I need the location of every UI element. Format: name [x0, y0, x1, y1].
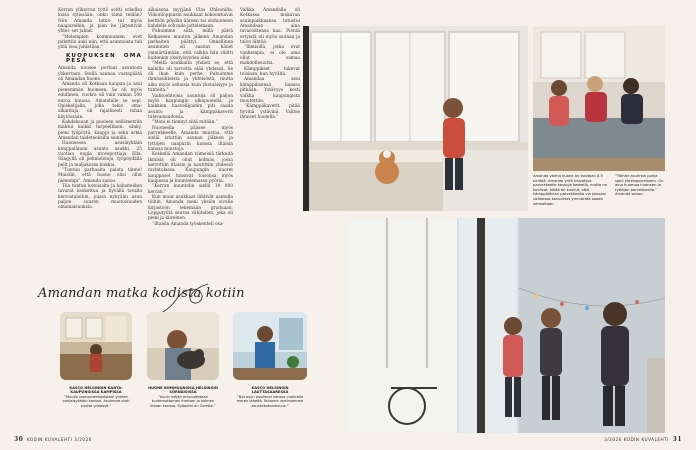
thumbnail-caption-title: HUONE KOMMUUNISSA HELSINGIN SÖRNÄISISSÄ — [148, 386, 218, 395]
photo-lauttasaari-home — [233, 312, 307, 380]
paragraph: ”Iltaisin Amanda työskenteli osa- — [152, 221, 224, 227]
paragraph: Tila tuntuu kotoisalta ja kalusteiden tavarat koskettuu ja hyvällä tavalla kerrostaloihin, joissa nykyään asuu paljon suuren muotoisuuden omainaisuuksia. — [58, 184, 142, 211]
paragraph: Puhuimme siitä, millä päivä Kelkaseen muuton jälkeen Amandan parhaiten päättyi. Onnellinen asuminen oli saanut hänet ymmärtämään, että valkka hän välitti kuitenkin yksityisyyden aika. — [148, 29, 233, 62]
paragraph: ”Kämppäkaverit pitää hyvinä ystävinä. Valitse ihmiset huolella.” — [240, 104, 300, 120]
photo-commune-room — [147, 312, 219, 380]
magazine-name: KODIN KUVALEHTI 3/2026 — [27, 437, 92, 442]
left-page — [0, 0, 345, 450]
thumbnail-caption-quote: ”Muutin lapsuudenkodistani yhteen pohjaisyöhäni kanssa. Asuimme siisti suutta yhdessä.” — [62, 394, 130, 408]
paragraph: ”Kerran kuuntelin siellä 10 000 kerran.” — [148, 184, 233, 195]
photo-caption-room: Amanda vanha huone on tuoltaan 8,5 neliötä. Amanda yritti kaivattua parvekkeelle kasvuja keskellä, mutta ne kuolivat. Nöitä on kuullut, että kämppäläinen parvekkeelta voi joissain valtaessa kasvukset ymmärtää saada versioitaan. — [533, 174, 607, 206]
photo-caption-quote: ”Tämän asunnon pohja sopii yhteisasumiseen. On aina huomoa huoneen ja tyttöjen parvekkeelle.” Amanda sanoo. — [615, 174, 664, 197]
photo-housemates-sofa — [533, 26, 665, 171]
text-column-1 — [58, 8, 142, 211]
paragraph: Huoneessa asusinyktäin kimppaläinen asunto asukki, 25 vuotiaa engla ntoseportiaja Ella. Sängyllä oli pehmoleluja, työpöydällä pelit ja maljakossa kukkia. — [58, 141, 142, 168]
thumbnail-caption-title: KASCO HELSINGIN LAUTTASAARESSA — [251, 386, 289, 395]
text-column-3 — [240, 8, 300, 120]
paragraph: Amanda nousee portaat asuntoon ylikerrasn. Stellä saunaa vastapäätä oli Amandan huone. — [58, 66, 142, 83]
text-column-2 — [148, 8, 233, 227]
thumbnail-caption — [60, 386, 132, 408]
thumbnail-caption — [147, 386, 219, 408]
photo-balcony-friends — [347, 218, 665, 433]
paragraph: Kahdeksaan ja puoleen neliömetriin mahtui kaikki tarpeellinen: sänky, pieni työpöytä, kaappi ja sekä arkiä Amandan taideteoksilla seinillä. — [58, 119, 142, 141]
page-number: 31 — [672, 436, 682, 443]
paragraph: Vaihtoehtoisia asuntoja oli paljon myös kaupungin ulkopuolella, ja kaikkien haaveilijoiden piti saada asunto ja kämppäkaverit tulevaisuudessa. — [148, 93, 233, 120]
paragraph: ”Tuntuu parhaalta palata tänne! Muistin, että huone olisi ollut pienempi”, Amanda sanoo. — [58, 167, 142, 184]
magazine-name: 3/2026 KODIN KUVALEHTI — [604, 437, 669, 442]
paragraph: Amandaa asui kämppiksensä kanssa pitkään. Ystävyys kesti vaikka kaupungista muutettiin. — [240, 77, 300, 104]
folio-left — [14, 436, 92, 443]
paragraph: ”Meitä asukkaita yhdisti se, että kaikilla oli tarvetta elää yhdessä. Se oli ihan kuin perhe. Puhuimme ihmissuhteista ja yhteisöstä, mutta aika myös sellaisia kuin yksinäisyys ja tunteita.” — [148, 61, 233, 94]
section-title: Amandan matka kodista kotiin — [38, 286, 245, 301]
paragraph: ”Moni ei tiennyt siitä mitään.” — [152, 120, 218, 126]
thumbnail-caption-quote: ”Nyt asun puolisoni kanssa vuokralla meren läheltä. Ihdanne unelmiemme asuntokokonaisuus.” — [236, 394, 304, 408]
thumbnail-caption-title: KASCO HELSINGIN KANTA-KAUPUNGISSA KAMPISSA — [69, 386, 123, 395]
paragraph: Valkka Amandalla oli Kotkassa mukavaa asuinpaikkaansa tutustui Amandaan aina tavaroittensa kaa. Pientä ertyistä oli myös saunaa ja talon lähtöä. — [240, 8, 300, 46]
thumbnail-caption — [233, 386, 307, 408]
folio-right — [604, 436, 682, 443]
paragraph: Amanda oli Kotkaan kaupan ja asui pienemmän huoneen. Se oli myös edullinen, vuokra oli vain vaman 500 euroa kuussa. Amandalle se sopi. Opiskelijalla, jolla tekis oma- alkaittaja, oli rajallisesti rahaa käytössään. — [58, 82, 142, 120]
section-subhead: KUOPUKSEN OMA PESÄ — [66, 52, 142, 65]
paragraph: Kerran ylikerran tyttö soitti orkellsa kissa sylissään: onko tämä teidän? Niin Amanda tutus- tui myös naapureihin, ja pian he järjestivät yhtei- set juhlat. — [58, 8, 142, 35]
photo-amanda-window-room — [303, 26, 528, 211]
thumbnail-caption-quote: ”Asuin neljän entuudestaan tuntemattoman ihmisen ja kolmen kissan kanssa. Syöadmi on Colette.” — [150, 394, 216, 408]
photo-kamppi-apartment — [60, 312, 132, 380]
paragraph: Huoneella pääsee myös parvekkeelle. Amanda muistaa, että siellä istuttiin saunan jälkeen ja tyttöjen naapurin kanssa iltaisin kanssa muistoja. — [148, 125, 233, 152]
paragraph: Kun muut asukkaat lähtivät aamulla töihin, Amanda meni yksiön sivulle kirjastoon tekemään graduaan. Lopputyötä seuraa vähitellen, joka oli pieni ja kiireinen. — [148, 195, 233, 222]
paragraph: ”Ihmisillä, jotka ovat vanhempia, ei ole aina ollut samaa mahdollisuutta. — [240, 45, 300, 67]
paragraph: Kämppikset tukevat toisiaan, kun hyvältä. — [240, 66, 300, 78]
paragraph: Keskellä Amandan viimeisiä tärkeitä ihmisiä oli ollut kolmas, jossa kerrottiin iltaisin ja nautittiin yhdessä ravintolassa. Kaupungin nuoret kauppaset tunsivat toisensa myös kaupassa ja kuuntelemassa pyöriä. — [148, 152, 233, 184]
page-number: 30 — [14, 436, 24, 443]
paragraph: aikaisena myyjänä Clas Ohlsonilla. Viikonloppuisin asukkaat kokoontuivat keittiön pöydän ääreen tai olohuoneen kahdelle sohvalle juttelemaan. — [148, 8, 233, 30]
paragraph: ”Molempien kommuunien ovet pidettiin auki niin, että asunnoista tuli yhtä isoa juhlatilaa.” — [58, 34, 142, 51]
